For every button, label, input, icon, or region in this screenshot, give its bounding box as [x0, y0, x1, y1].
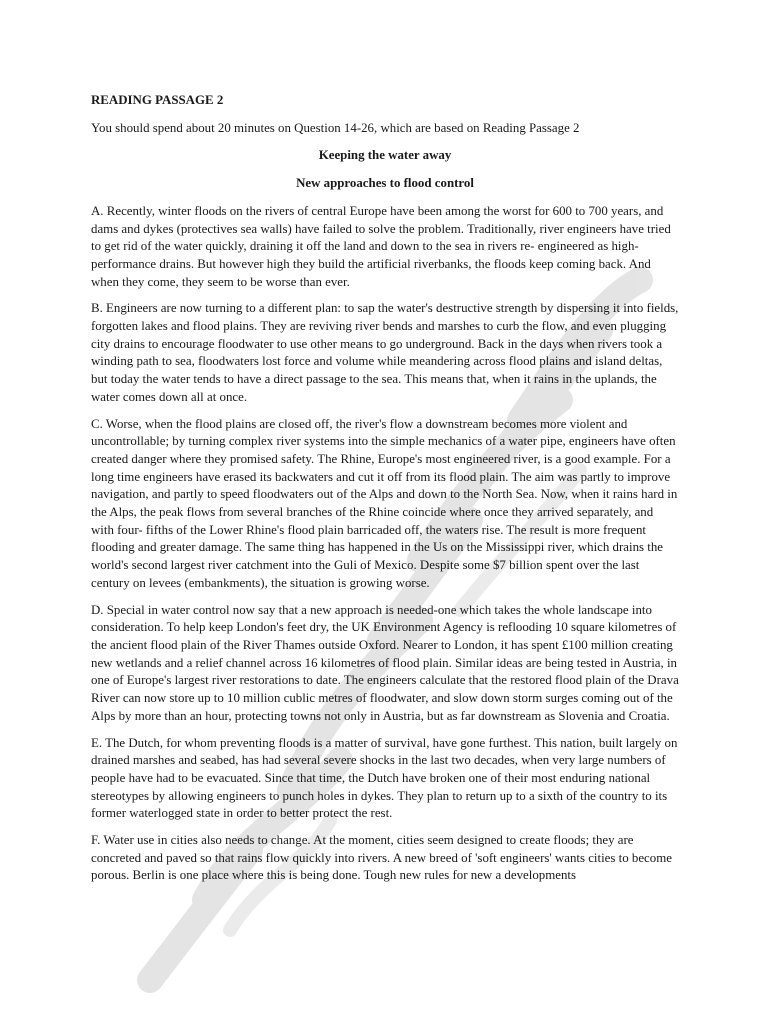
paragraph-c: C. Worse, when the flood plains are closed off, the river's flow a downstream becomes more violent and uncontrollable; by turning complex river systems into the simple mechanics of a water pipe, engineers have often created danger where they promised safety. The Rhine, Europe's most engineered river, is a good example. For a long time engineers have erased its backwaters and cut it off from its flood plain. The aim was partly to improve navigation, and partly to speed floodwaters out of the Alps and down to the North Sea. Now, when it rains hard in the Alps, the peak flows from several branches of the Rhine coincide where once they arrived separately, and with four- fifths of the Lower Rhine's flood plain barricaded off, the waters rise. The result is more frequent flooding and greater damage. The same thing has happened in the Us on the Mississippi river, which drains the world's second largest river catchment into the Guli of Mexico. Despite some $7 billion spent over the last century on levees (embankments), the situation is growing worse. — [91, 416, 678, 590]
passage-label: READING PASSAGE 2 — [91, 93, 224, 107]
paragraph-a: A. Recently, winter floods on the rivers of central Europe have been among the worst for 600 to 700 years, and dams and dykes (protectives sea walls) have failed to solve the problem. Traditionally, river engineers have tried to get rid of the water quickly, draining it off the land and down to the sea in rivers re- engineered as high-performance drains. But however high they build the artificial riverbanks, the floods keep coming back. And when they come, they seem to be worse than ever. — [91, 203, 671, 289]
paragraph-b: B. Engineers are now turning to a different plan: to sap the water's destructive strength by dispersing it into fields, forgotten lakes and flood plains. They are reviving river bends and marshes to curb the flow, and even plugging city drains to encourage floodwater to use other means to go underground. Back in the days when rivers took a winding path to sea, floodwaters lost force and volume while meandering across flood plains and island deltas, but today the water tends to have a direct passage to the sea. This means that, when it rains in the uplands, the water comes down all at once. — [91, 301, 679, 404]
passage-subtitle: New approaches to flood control — [296, 176, 474, 191]
paragraph-d: D. Special in water control now say that a new approach is needed-one which takes the whole landscape into consideration. To help keep London's feet dry, the UK Environment Agency is reflooding 10 square kilometres of the ancient flood plain of the River Thames outside Oxford. Nearer to London, it has spent £100 million creating new wetlands and a relief channel across 16 kilometres of flood plain. Similar ideas are being tested in Austria, in one of Europe's largest river restorations to date. The engineers calculate that the restored flood plain of the Drava River can now store up to 10 million cublic metres of floodwater, and slow down storm surges coming out of the Alps by more than an hour, protecting towns not only in Austria, but as far downstream as Slovenia and Croatia. — [91, 602, 679, 723]
instruction-text: You should spend about 20 minutes on Question 14-26, which are based on Reading Passage 2 — [91, 120, 580, 135]
passage-title: Keeping the water away — [318, 148, 452, 163]
paragraph-f: F. Water use in cities also needs to change. At the moment, cities seem designed to create floods; they are concreted and paved so that rains flow quickly into rivers. A new breed of 'soft engineers' wants cities to become porous. Berlin is one place where this is being done. Tough new rules for new a developments — [91, 833, 672, 883]
paragraph-e: E. The Dutch, for whom preventing floods is a matter of survival, have gone furthest. This nation, built largely on drained marshes and seabed, has had several severe shocks in the last two decades, when very large numbers of people have had to be evacuated. Since that time, the Dutch have broken one of their most enduring national stereotypes by allowing engineers to punch holes in dykes. They plan to return up to a sixth of the country to its former waterlogged state in order to better protect the rest. — [91, 735, 678, 821]
